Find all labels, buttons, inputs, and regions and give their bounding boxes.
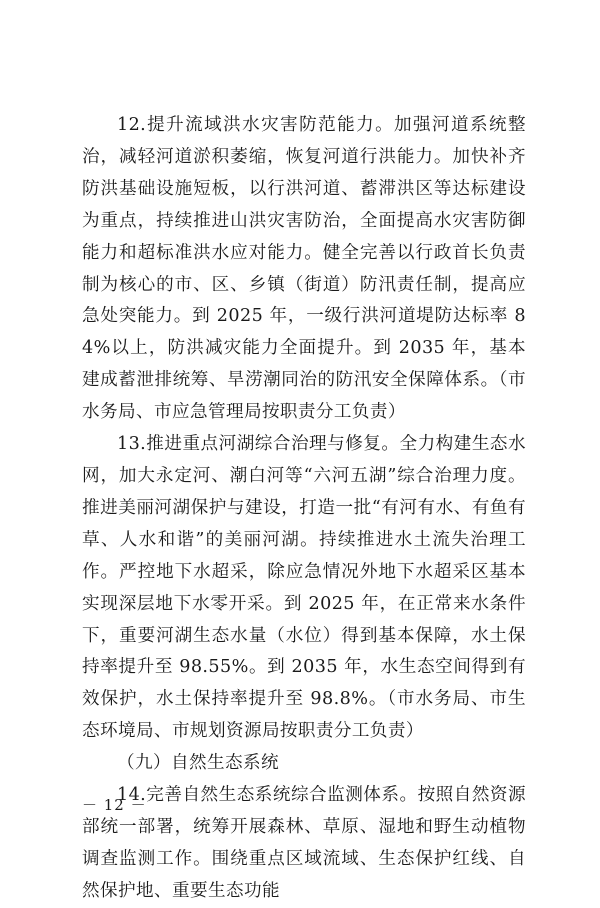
paragraph-13: 13.推进重点河湖综合治理与修复。全力构建生态水网，加大永定河、潮白河等“六河五湖”综合治理力度。推进美丽河湖保护与建设，打造一批“有河有水、有鱼有草、人水和谐”的美丽河湖。持续推进水土流失治理工作。严控地下水超采，除应急情况外地下水超采区基本实现深层地下水零开采。到 2025 年，在正常来水条件下，重要河湖生态水量（水位）得到基本保障，水土保持率提升至 98.55%。到 2035 年，水生态空间得到有效保护，水土保持率提升至 98.8%。（市水务局、市生态环境局、市规划资源局按职责分工负责）: [82, 434, 526, 742]
section-heading: （九）自然生态系统: [117, 753, 279, 774]
paragraph-12: 12.提升流域洪水灾害防范能力。加强河道系统整治，减轻河道淤积萎缩，恢复河道行洪能力。加快补齐防洪基础设施短板，以行洪河道、蓄滞洪区等达标建设为重点，持续推进山洪灾害防治，全面提高水灾害防御能力和超标准洪水应对能力。健全完善以行政首长负责制为核心的市、区、乡镇（街道）防汛责任制，提高应急处突能力。到 2025 年，一级行洪河道堤防达标率 84%以上，防洪减灾能力全面提升。到 2035 年，基本建成蓄泄排统筹、旱涝潮同治的防汛安全保障体系。（市水务局、市应急管理局按职责分工负责）: [82, 115, 526, 423]
paragraph-14: 14.完善自然生态系统综合监测体系。按照自然资源部统一部署，统筹开展森林、草原、湿地和野生动植物调查监测工作。围绕重点区域流域、生态保护红线、自然保护地、重要生态功能: [82, 785, 526, 901]
document-body: [82, 110, 526, 908]
page-number: － 12 －: [82, 796, 147, 814]
